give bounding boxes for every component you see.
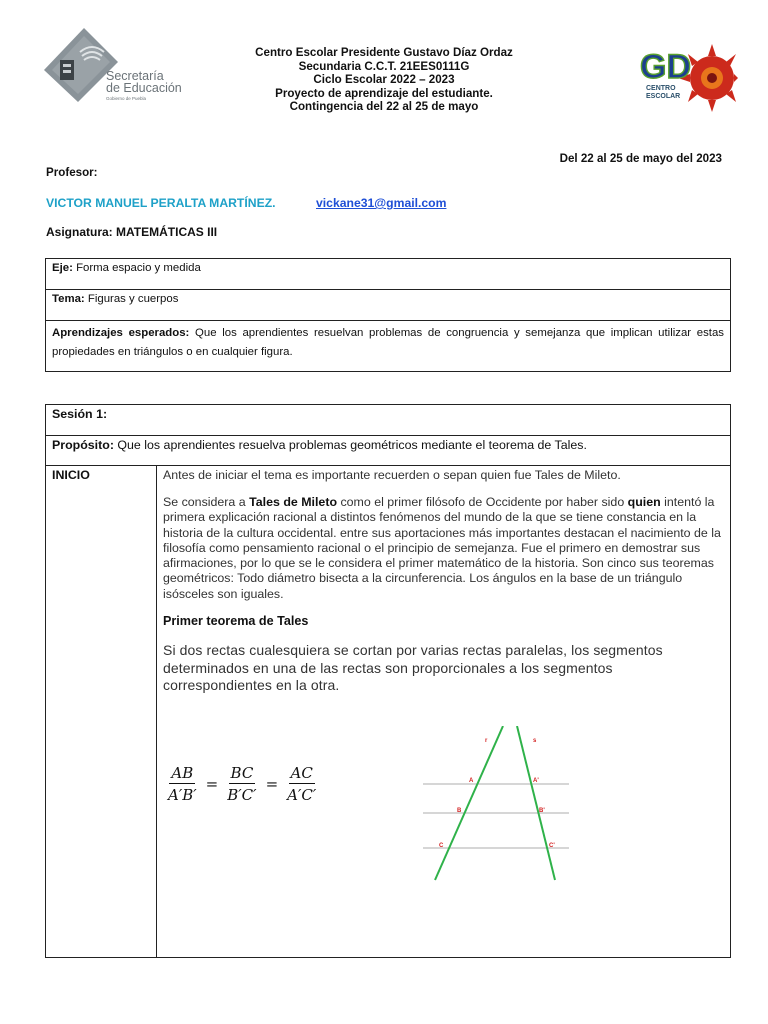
fraction-bc-den: B′C′ [227, 786, 257, 804]
label-b: B [457, 808, 462, 814]
aprendizajes-row [46, 321, 731, 372]
theorem-title: Primer teorema de Tales [163, 614, 309, 629]
teacher-email-link[interactable]: vickane31@gmail.com [316, 196, 447, 210]
thales-diagram [423, 726, 573, 886]
inicio-content [157, 466, 731, 958]
gdo-school-logo [638, 40, 738, 115]
tema-label: Tema: [52, 293, 85, 305]
label-s: s [533, 738, 537, 744]
line-r [435, 726, 503, 880]
contingency-dates: Contingencia del 22 al 25 de mayo [289, 100, 479, 114]
label-r: r [485, 738, 488, 744]
logo-right-sub2: ESCOLAR [646, 93, 681, 100]
bio-text-b: como el primer filósofo de Occidente por haber sido [337, 495, 628, 509]
fraction-ab [166, 764, 199, 804]
tema-cell [46, 290, 731, 321]
school-cct: Secundaria C.C.T. 21EES0111G [298, 59, 470, 73]
eje-value: Forma espacio y medida [76, 262, 201, 274]
theorem-text: Si dos rectas cualesquiera se cortan por varias rectas paralelas, los segmentos determinados en una de las rectas son proporcionales a los segmentos correspondientes en la otra. [163, 642, 663, 694]
secretaria-educacion-logo [42, 22, 192, 102]
eje-label: Eje: [52, 262, 73, 274]
label-a: A [469, 778, 474, 784]
proposito-cell [46, 436, 731, 466]
fraction-ac [285, 764, 318, 804]
tema-row [46, 290, 731, 321]
eje-row [46, 259, 731, 290]
aprendizajes-cell [46, 321, 731, 372]
intro-paragraph: Antes de iniciar el tema es importante recuerden o sepan quien fue Tales de Mileto. [163, 468, 621, 482]
label-c-prime: C' [549, 843, 555, 849]
thales-formula [163, 764, 321, 804]
session-title-row [46, 405, 731, 436]
fraction-ab-den: A′B′ [168, 786, 197, 804]
tema-value: Figuras y cuerpos [87, 293, 179, 305]
session-title: Sesión 1: [46, 405, 731, 436]
aprendizajes-value: Que los aprendientes resuelvan problemas de congruencia y semejanza que implican utilizar estas propiedades en triángulos o en cualquier figura. [52, 327, 724, 358]
teacher-name: VICTOR MANUEL PERALTA MARTÍNEZ. [46, 196, 276, 210]
proposito-label: Propósito: [52, 438, 114, 452]
fraction-bc [225, 764, 258, 804]
profesor-label: Profesor: [46, 166, 98, 179]
fraction-ac-num: AC [290, 764, 313, 782]
info-table [45, 258, 731, 372]
eje-cell [46, 259, 731, 290]
document-header [200, 46, 568, 114]
line-s [517, 726, 555, 880]
school-cycle: Ciclo Escolar 2022 – 2023 [313, 73, 455, 87]
aprendizajes-label: Aprendizajes esperados: [52, 327, 190, 339]
inicio-row [46, 466, 731, 958]
equals-sign-2: = [265, 775, 279, 793]
session-table [45, 404, 731, 958]
bio-text-c: intentó la primera explicación racional a distintos fenómenos del mundo de la que se tiene constancia en la historia de la cultura occidental. entre sus aportaciones más importantes destacan el nacimiento de la filosofía como pensamiento racional o el principio de semejanza. Fue el primero en demostrar sus afirmaciones, por lo que se le considera el primer matemático de la historia. Son cinco sus teoremas geométricos: Todo diámetro bisecta a la circunferencia. Los ángulos en la base de un triángulo isósceles son iguales. [163, 495, 721, 601]
bio-bold-name: Tales de Mileto [249, 495, 338, 509]
logo-left-line3: Gobierno de Puebla [106, 96, 147, 101]
bio-paragraph [163, 495, 724, 602]
equals-sign-1: = [205, 775, 219, 793]
date-range: Del 22 al 25 de mayo del 2023 [559, 152, 722, 165]
project-title: Proyecto de aprendizaje del estudiante. [275, 86, 493, 100]
logo-right-sub1: CENTRO [646, 85, 676, 92]
inicio-label: INICIO [46, 466, 157, 958]
logo-left-line2: de Educación [106, 81, 182, 95]
logo-right-letters: GD [640, 48, 691, 86]
proposito-value: Que los aprendientes resuelva problemas geométricos mediante el teorema de Tales. [117, 438, 587, 452]
fraction-ab-num: AB [171, 764, 194, 782]
fraction-ac-den: A′C′ [287, 786, 317, 804]
school-name: Centro Escolar Presidente Gustavo Díaz Ordaz [255, 46, 513, 59]
logo-left-line1: Secretaría [106, 69, 164, 83]
label-a-prime: A' [533, 778, 539, 784]
subject-line: Asignatura: MATEMÁTICAS III [46, 225, 218, 239]
label-b-prime: B' [539, 808, 545, 814]
bio-bold-quien: quien [627, 495, 661, 509]
label-c: C [439, 843, 444, 849]
bio-text-a: Se considera a [163, 495, 250, 509]
proposito-row [46, 436, 731, 466]
fraction-bc-num: BC [230, 764, 254, 782]
